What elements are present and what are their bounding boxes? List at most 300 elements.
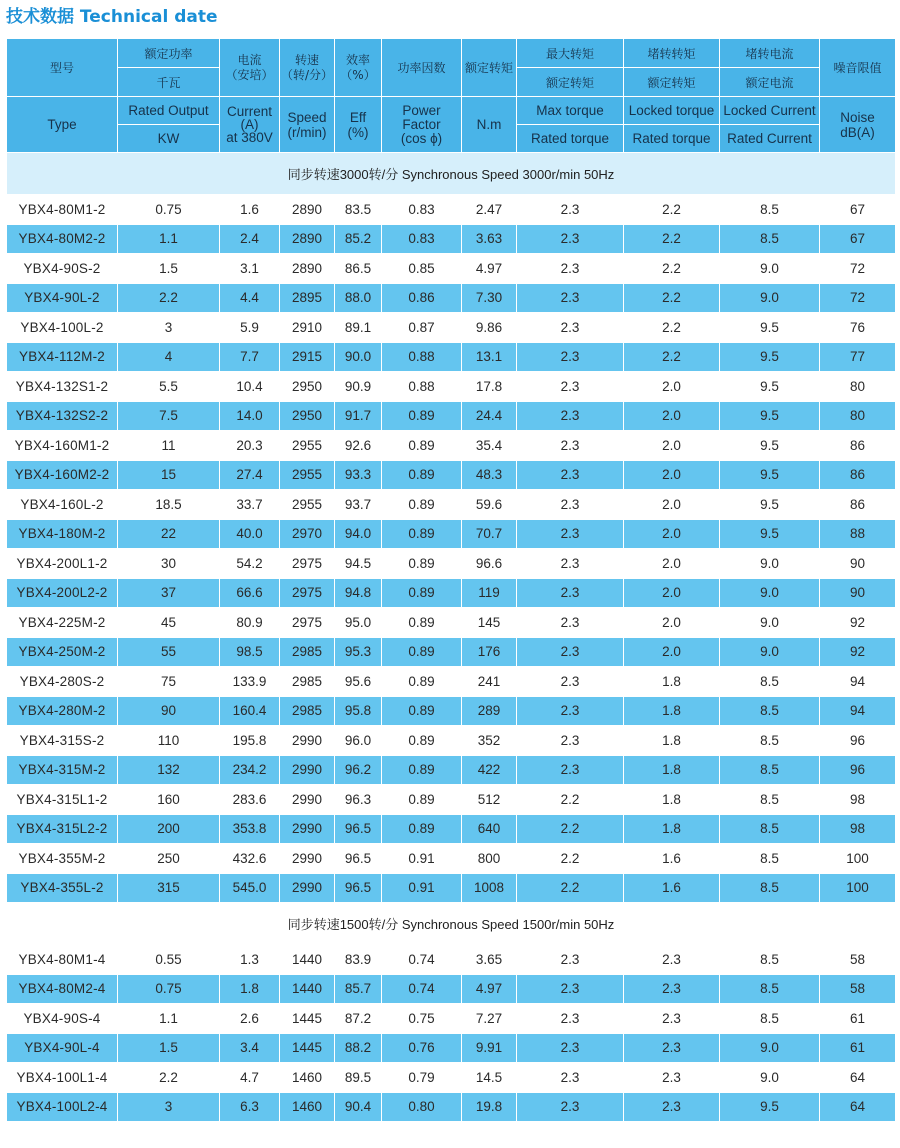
table-row <box>7 844 896 874</box>
table-row <box>7 195 896 225</box>
table-row <box>7 608 896 638</box>
cell-locked-current-ratio: 8.5 <box>720 1004 820 1034</box>
cell-speed: 2955 <box>280 490 335 520</box>
cell-power-factor: 0.89 <box>382 667 462 697</box>
cell-noise: 96 <box>820 726 896 756</box>
cell-eff: 85.7 <box>335 974 382 1004</box>
cell-eff: 96.5 <box>335 814 382 844</box>
cell-locked-current-ratio: 8.5 <box>720 224 820 254</box>
table-body <box>7 153 896 1122</box>
cell-type: YBX4-80M1-4 <box>7 945 118 975</box>
cell-speed: 2990 <box>280 873 335 903</box>
cell-power-factor: 0.74 <box>382 945 462 975</box>
cell-locked-torque-ratio: 2.3 <box>624 1004 720 1034</box>
cell-power-factor: 0.85 <box>382 254 462 284</box>
cell-noise: 77 <box>820 342 896 372</box>
cell-rated-torque: 289 <box>462 696 517 726</box>
cell-power-factor: 0.89 <box>382 490 462 520</box>
header-locked-torque-en: Locked torque <box>624 97 720 125</box>
cell-speed: 2975 <box>280 578 335 608</box>
table-row <box>7 283 896 313</box>
cell-speed: 2910 <box>280 313 335 343</box>
cell-locked-current-ratio: 9.5 <box>720 342 820 372</box>
cell-noise: 58 <box>820 945 896 975</box>
cell-rated-torque: 4.97 <box>462 254 517 284</box>
cell-locked-current-ratio: 8.5 <box>720 844 820 874</box>
cell-max-torque-ratio: 2.3 <box>517 1063 624 1093</box>
cell-type: YBX4-250M-2 <box>7 637 118 667</box>
header-locked-torque-sub-zh: 额定转矩 <box>624 68 720 97</box>
cell-noise: 58 <box>820 974 896 1004</box>
cell-locked-torque-ratio: 2.3 <box>624 1033 720 1063</box>
cell-eff: 95.6 <box>335 667 382 697</box>
cell-power-factor: 0.89 <box>382 460 462 490</box>
table-row <box>7 637 896 667</box>
cell-locked-current-ratio: 8.5 <box>720 696 820 726</box>
cell-speed: 2985 <box>280 637 335 667</box>
cell-type: YBX4-90S-4 <box>7 1004 118 1034</box>
cell-type: YBX4-100L1-4 <box>7 1063 118 1093</box>
cell-rated-torque: 176 <box>462 637 517 667</box>
cell-locked-torque-ratio: 2.3 <box>624 1092 720 1122</box>
cell-speed: 2970 <box>280 519 335 549</box>
header-output-unit-zh: 千瓦 <box>118 68 220 97</box>
cell-rated-output: 1.5 <box>118 254 220 284</box>
header-locked-torque-zh: 堵转转矩 <box>624 39 720 68</box>
cell-locked-current-ratio: 9.0 <box>720 1033 820 1063</box>
cell-power-factor: 0.89 <box>382 785 462 815</box>
cell-speed: 2990 <box>280 785 335 815</box>
cell-max-torque-ratio: 2.3 <box>517 726 624 756</box>
cell-max-torque-ratio: 2.3 <box>517 519 624 549</box>
cell-rated-output: 55 <box>118 637 220 667</box>
cell-current: 1.8 <box>220 974 280 1004</box>
cell-locked-torque-ratio: 2.0 <box>624 490 720 520</box>
cell-power-factor: 0.76 <box>382 1033 462 1063</box>
cell-type: YBX4-80M2-4 <box>7 974 118 1004</box>
section-label: 同步转速3000转/分 Synchronous Speed 3000r/min 50Hz <box>7 153 896 195</box>
cell-noise: 88 <box>820 519 896 549</box>
cell-locked-torque-ratio: 2.0 <box>624 460 720 490</box>
cell-eff: 95.3 <box>335 637 382 667</box>
cell-locked-current-ratio: 8.5 <box>720 974 820 1004</box>
cell-locked-current-ratio: 9.5 <box>720 313 820 343</box>
cell-rated-output: 75 <box>118 667 220 697</box>
header-max-torque-en: Max torque <box>517 97 624 125</box>
header-max-torque-sub-en: Rated torque <box>517 125 624 153</box>
cell-eff: 91.7 <box>335 401 382 431</box>
cell-rated-output: 18.5 <box>118 490 220 520</box>
cell-locked-torque-ratio: 2.3 <box>624 974 720 1004</box>
cell-eff: 92.6 <box>335 431 382 461</box>
header-speed-zh: 转速 （转/分） <box>280 39 335 97</box>
cell-eff: 89.5 <box>335 1063 382 1093</box>
section-row <box>7 903 896 945</box>
cell-max-torque-ratio: 2.3 <box>517 401 624 431</box>
cell-locked-current-ratio: 8.5 <box>720 195 820 225</box>
table-row <box>7 873 896 903</box>
cell-max-torque-ratio: 2.3 <box>517 1033 624 1063</box>
cell-max-torque-ratio: 2.3 <box>517 431 624 461</box>
cell-locked-torque-ratio: 2.0 <box>624 401 720 431</box>
cell-rated-output: 4 <box>118 342 220 372</box>
cell-locked-torque-ratio: 2.3 <box>624 1063 720 1093</box>
cell-locked-current-ratio: 9.0 <box>720 578 820 608</box>
cell-rated-output: 200 <box>118 814 220 844</box>
cell-noise: 64 <box>820 1063 896 1093</box>
cell-current: 10.4 <box>220 372 280 402</box>
cell-current: 4.7 <box>220 1063 280 1093</box>
cell-speed: 2990 <box>280 755 335 785</box>
header-locked-current-zh: 堵转电流 <box>720 39 820 68</box>
cell-speed: 2975 <box>280 549 335 579</box>
cell-max-torque-ratio: 2.3 <box>517 490 624 520</box>
cell-rated-output: 30 <box>118 549 220 579</box>
cell-power-factor: 0.91 <box>382 873 462 903</box>
cell-speed: 2895 <box>280 283 335 313</box>
cell-speed: 1445 <box>280 1004 335 1034</box>
cell-type: YBX4-160M2-2 <box>7 460 118 490</box>
table-row <box>7 945 896 975</box>
cell-type: YBX4-315M-2 <box>7 755 118 785</box>
cell-locked-current-ratio: 8.5 <box>720 726 820 756</box>
cell-noise: 96 <box>820 755 896 785</box>
cell-max-torque-ratio: 2.3 <box>517 974 624 1004</box>
cell-eff: 94.8 <box>335 578 382 608</box>
header-output-zh: 额定功率 <box>118 39 220 68</box>
cell-locked-current-ratio: 8.5 <box>720 814 820 844</box>
cell-locked-current-ratio: 9.5 <box>720 460 820 490</box>
table-row <box>7 1063 896 1093</box>
cell-eff: 95.8 <box>335 696 382 726</box>
cell-noise: 100 <box>820 873 896 903</box>
cell-rated-torque: 7.30 <box>462 283 517 313</box>
table-row <box>7 578 896 608</box>
cell-power-factor: 0.89 <box>382 608 462 638</box>
cell-power-factor: 0.88 <box>382 342 462 372</box>
cell-eff: 90.9 <box>335 372 382 402</box>
cell-speed: 2990 <box>280 844 335 874</box>
cell-speed: 1440 <box>280 974 335 1004</box>
cell-type: YBX4-280S-2 <box>7 667 118 697</box>
cell-locked-current-ratio: 9.5 <box>720 1092 820 1122</box>
cell-power-factor: 0.83 <box>382 224 462 254</box>
cell-locked-current-ratio: 9.0 <box>720 254 820 284</box>
cell-rated-torque: 352 <box>462 726 517 756</box>
cell-current: 234.2 <box>220 755 280 785</box>
technical-data-table <box>6 38 896 1122</box>
cell-speed: 2890 <box>280 224 335 254</box>
cell-eff: 94.0 <box>335 519 382 549</box>
header-power-factor-zh: 功率因数 <box>382 39 462 97</box>
cell-rated-output: 1.1 <box>118 224 220 254</box>
cell-rated-output: 2.2 <box>118 283 220 313</box>
header-rated-torque-en: N.m <box>462 97 517 153</box>
cell-noise: 94 <box>820 667 896 697</box>
cell-current: 2.4 <box>220 224 280 254</box>
cell-rated-output: 7.5 <box>118 401 220 431</box>
cell-speed: 2955 <box>280 431 335 461</box>
cell-eff: 88.2 <box>335 1033 382 1063</box>
cell-locked-torque-ratio: 1.6 <box>624 844 720 874</box>
cell-locked-current-ratio: 9.5 <box>720 519 820 549</box>
cell-eff: 93.3 <box>335 460 382 490</box>
cell-rated-output: 5.5 <box>118 372 220 402</box>
cell-locked-current-ratio: 9.5 <box>720 490 820 520</box>
cell-power-factor: 0.89 <box>382 431 462 461</box>
cell-speed: 2955 <box>280 460 335 490</box>
cell-power-factor: 0.86 <box>382 283 462 313</box>
cell-type: YBX4-90S-2 <box>7 254 118 284</box>
cell-current: 14.0 <box>220 401 280 431</box>
cell-rated-torque: 4.97 <box>462 974 517 1004</box>
cell-rated-torque: 24.4 <box>462 401 517 431</box>
cell-locked-torque-ratio: 2.0 <box>624 372 720 402</box>
cell-eff: 96.0 <box>335 726 382 756</box>
cell-power-factor: 0.83 <box>382 195 462 225</box>
cell-locked-torque-ratio: 1.8 <box>624 726 720 756</box>
cell-max-torque-ratio: 2.3 <box>517 372 624 402</box>
cell-current: 2.6 <box>220 1004 280 1034</box>
cell-max-torque-ratio: 2.3 <box>517 254 624 284</box>
section-row <box>7 153 896 195</box>
cell-noise: 67 <box>820 224 896 254</box>
cell-rated-output: 0.75 <box>118 195 220 225</box>
cell-current: 4.4 <box>220 283 280 313</box>
cell-eff: 94.5 <box>335 549 382 579</box>
cell-eff: 90.4 <box>335 1092 382 1122</box>
cell-speed: 2990 <box>280 814 335 844</box>
cell-current: 195.8 <box>220 726 280 756</box>
header-noise-zh: 噪音限值 <box>820 39 896 97</box>
cell-max-torque-ratio: 2.2 <box>517 785 624 815</box>
cell-locked-torque-ratio: 1.8 <box>624 667 720 697</box>
cell-locked-current-ratio: 9.5 <box>720 372 820 402</box>
cell-current: 3.4 <box>220 1033 280 1063</box>
cell-locked-torque-ratio: 2.2 <box>624 224 720 254</box>
cell-noise: 64 <box>820 1092 896 1122</box>
cell-max-torque-ratio: 2.3 <box>517 945 624 975</box>
cell-rated-output: 2.2 <box>118 1063 220 1093</box>
cell-locked-torque-ratio: 1.8 <box>624 814 720 844</box>
table-row <box>7 254 896 284</box>
table-row <box>7 696 896 726</box>
table-row <box>7 342 896 372</box>
table-row <box>7 313 896 343</box>
cell-power-factor: 0.91 <box>382 844 462 874</box>
cell-max-torque-ratio: 2.2 <box>517 873 624 903</box>
cell-eff: 93.7 <box>335 490 382 520</box>
cell-max-torque-ratio: 2.3 <box>517 667 624 697</box>
cell-rated-output: 37 <box>118 578 220 608</box>
cell-speed: 1460 <box>280 1063 335 1093</box>
cell-noise: 90 <box>820 578 896 608</box>
cell-power-factor: 0.88 <box>382 372 462 402</box>
cell-eff: 96.5 <box>335 873 382 903</box>
cell-current: 7.7 <box>220 342 280 372</box>
cell-type: YBX4-132S1-2 <box>7 372 118 402</box>
cell-speed: 2950 <box>280 401 335 431</box>
cell-locked-torque-ratio: 2.2 <box>624 342 720 372</box>
cell-type: YBX4-225M-2 <box>7 608 118 638</box>
cell-locked-torque-ratio: 2.0 <box>624 549 720 579</box>
header-max-torque-zh: 最大转矩 <box>517 39 624 68</box>
cell-type: YBX4-355M-2 <box>7 844 118 874</box>
cell-rated-torque: 512 <box>462 785 517 815</box>
cell-type: YBX4-112M-2 <box>7 342 118 372</box>
cell-rated-torque: 7.27 <box>462 1004 517 1034</box>
header-type-en: Type <box>7 97 118 153</box>
header-speed-en: Speed (r/min) <box>280 97 335 153</box>
cell-max-torque-ratio: 2.3 <box>517 696 624 726</box>
cell-power-factor: 0.75 <box>382 1004 462 1034</box>
header-locked-torque-sub-en: Rated torque <box>624 125 720 153</box>
table-row <box>7 726 896 756</box>
cell-max-torque-ratio: 2.2 <box>517 814 624 844</box>
cell-type: YBX4-315S-2 <box>7 726 118 756</box>
cell-eff: 88.0 <box>335 283 382 313</box>
cell-max-torque-ratio: 2.3 <box>517 283 624 313</box>
cell-current: 20.3 <box>220 431 280 461</box>
cell-rated-torque: 241 <box>462 667 517 697</box>
cell-max-torque-ratio: 2.3 <box>517 637 624 667</box>
header-eff-en: Eff (%) <box>335 97 382 153</box>
cell-max-torque-ratio: 2.3 <box>517 224 624 254</box>
cell-current: 5.9 <box>220 313 280 343</box>
cell-noise: 61 <box>820 1033 896 1063</box>
cell-type: YBX4-355L-2 <box>7 873 118 903</box>
header-rated-torque-zh: 额定转矩 <box>462 39 517 97</box>
cell-noise: 94 <box>820 696 896 726</box>
cell-speed: 1440 <box>280 945 335 975</box>
cell-locked-torque-ratio: 1.8 <box>624 696 720 726</box>
table-row <box>7 814 896 844</box>
cell-rated-torque: 59.6 <box>462 490 517 520</box>
cell-max-torque-ratio: 2.3 <box>517 1092 624 1122</box>
cell-eff: 89.1 <box>335 313 382 343</box>
cell-locked-current-ratio: 9.0 <box>720 283 820 313</box>
cell-power-factor: 0.89 <box>382 726 462 756</box>
cell-locked-torque-ratio: 2.2 <box>624 313 720 343</box>
cell-power-factor: 0.89 <box>382 755 462 785</box>
section-label: 同步转速1500转/分 Synchronous Speed 1500r/min 50Hz <box>7 903 896 945</box>
cell-rated-torque: 19.8 <box>462 1092 517 1122</box>
cell-eff: 90.0 <box>335 342 382 372</box>
cell-max-torque-ratio: 2.3 <box>517 195 624 225</box>
cell-max-torque-ratio: 2.3 <box>517 313 624 343</box>
cell-eff: 83.5 <box>335 195 382 225</box>
cell-eff: 96.3 <box>335 785 382 815</box>
cell-type: YBX4-90L-2 <box>7 283 118 313</box>
table-row <box>7 755 896 785</box>
cell-type: YBX4-80M1-2 <box>7 195 118 225</box>
cell-speed: 2890 <box>280 195 335 225</box>
cell-current: 6.3 <box>220 1092 280 1122</box>
cell-rated-output: 250 <box>118 844 220 874</box>
cell-noise: 100 <box>820 844 896 874</box>
table-row <box>7 785 896 815</box>
cell-current: 33.7 <box>220 490 280 520</box>
cell-noise: 80 <box>820 401 896 431</box>
table-row <box>7 1004 896 1034</box>
table-header <box>7 39 896 153</box>
cell-locked-torque-ratio: 2.0 <box>624 608 720 638</box>
cell-rated-torque: 640 <box>462 814 517 844</box>
cell-current: 1.6 <box>220 195 280 225</box>
table-row <box>7 224 896 254</box>
cell-power-factor: 0.89 <box>382 637 462 667</box>
cell-noise: 92 <box>820 637 896 667</box>
cell-current: 283.6 <box>220 785 280 815</box>
cell-current: 98.5 <box>220 637 280 667</box>
cell-locked-torque-ratio: 2.0 <box>624 431 720 461</box>
cell-eff: 95.0 <box>335 608 382 638</box>
cell-eff: 83.9 <box>335 945 382 975</box>
cell-type: YBX4-280M-2 <box>7 696 118 726</box>
table-row <box>7 549 896 579</box>
cell-rated-torque: 35.4 <box>462 431 517 461</box>
cell-locked-current-ratio: 9.5 <box>720 401 820 431</box>
cell-rated-torque: 422 <box>462 755 517 785</box>
cell-current: 1.3 <box>220 945 280 975</box>
cell-locked-torque-ratio: 1.8 <box>624 785 720 815</box>
cell-rated-torque: 800 <box>462 844 517 874</box>
cell-speed: 2890 <box>280 254 335 284</box>
cell-max-torque-ratio: 2.3 <box>517 608 624 638</box>
cell-rated-torque: 145 <box>462 608 517 638</box>
cell-type: YBX4-100L-2 <box>7 313 118 343</box>
table-row <box>7 401 896 431</box>
cell-eff: 96.2 <box>335 755 382 785</box>
cell-eff: 85.2 <box>335 224 382 254</box>
cell-locked-torque-ratio: 2.3 <box>624 945 720 975</box>
cell-noise: 61 <box>820 1004 896 1034</box>
table-row <box>7 431 896 461</box>
cell-type: YBX4-200L1-2 <box>7 549 118 579</box>
header-eff-zh: 效率 （%） <box>335 39 382 97</box>
cell-locked-torque-ratio: 1.6 <box>624 873 720 903</box>
cell-rated-torque: 70.7 <box>462 519 517 549</box>
cell-locked-torque-ratio: 2.0 <box>624 519 720 549</box>
cell-speed: 2950 <box>280 372 335 402</box>
cell-current: 353.8 <box>220 814 280 844</box>
cell-power-factor: 0.74 <box>382 974 462 1004</box>
cell-power-factor: 0.89 <box>382 814 462 844</box>
cell-noise: 80 <box>820 372 896 402</box>
header-type-zh: 型号 <box>7 39 118 97</box>
cell-rated-output: 0.75 <box>118 974 220 1004</box>
cell-eff: 87.2 <box>335 1004 382 1034</box>
cell-max-torque-ratio: 2.3 <box>517 549 624 579</box>
cell-locked-current-ratio: 8.5 <box>720 755 820 785</box>
cell-noise: 92 <box>820 608 896 638</box>
cell-rated-output: 0.55 <box>118 945 220 975</box>
cell-power-factor: 0.89 <box>382 519 462 549</box>
cell-rated-torque: 9.86 <box>462 313 517 343</box>
header-power-factor-en: Power Factor (cos ϕ) <box>382 97 462 153</box>
cell-current: 3.1 <box>220 254 280 284</box>
cell-noise: 98 <box>820 785 896 815</box>
cell-max-torque-ratio: 2.3 <box>517 460 624 490</box>
cell-noise: 72 <box>820 254 896 284</box>
cell-type: YBX4-160M1-2 <box>7 431 118 461</box>
cell-rated-torque: 48.3 <box>462 460 517 490</box>
cell-type: YBX4-80M2-2 <box>7 224 118 254</box>
table-row <box>7 490 896 520</box>
cell-rated-output: 11 <box>118 431 220 461</box>
cell-rated-output: 1.1 <box>118 1004 220 1034</box>
cell-speed: 2985 <box>280 696 335 726</box>
